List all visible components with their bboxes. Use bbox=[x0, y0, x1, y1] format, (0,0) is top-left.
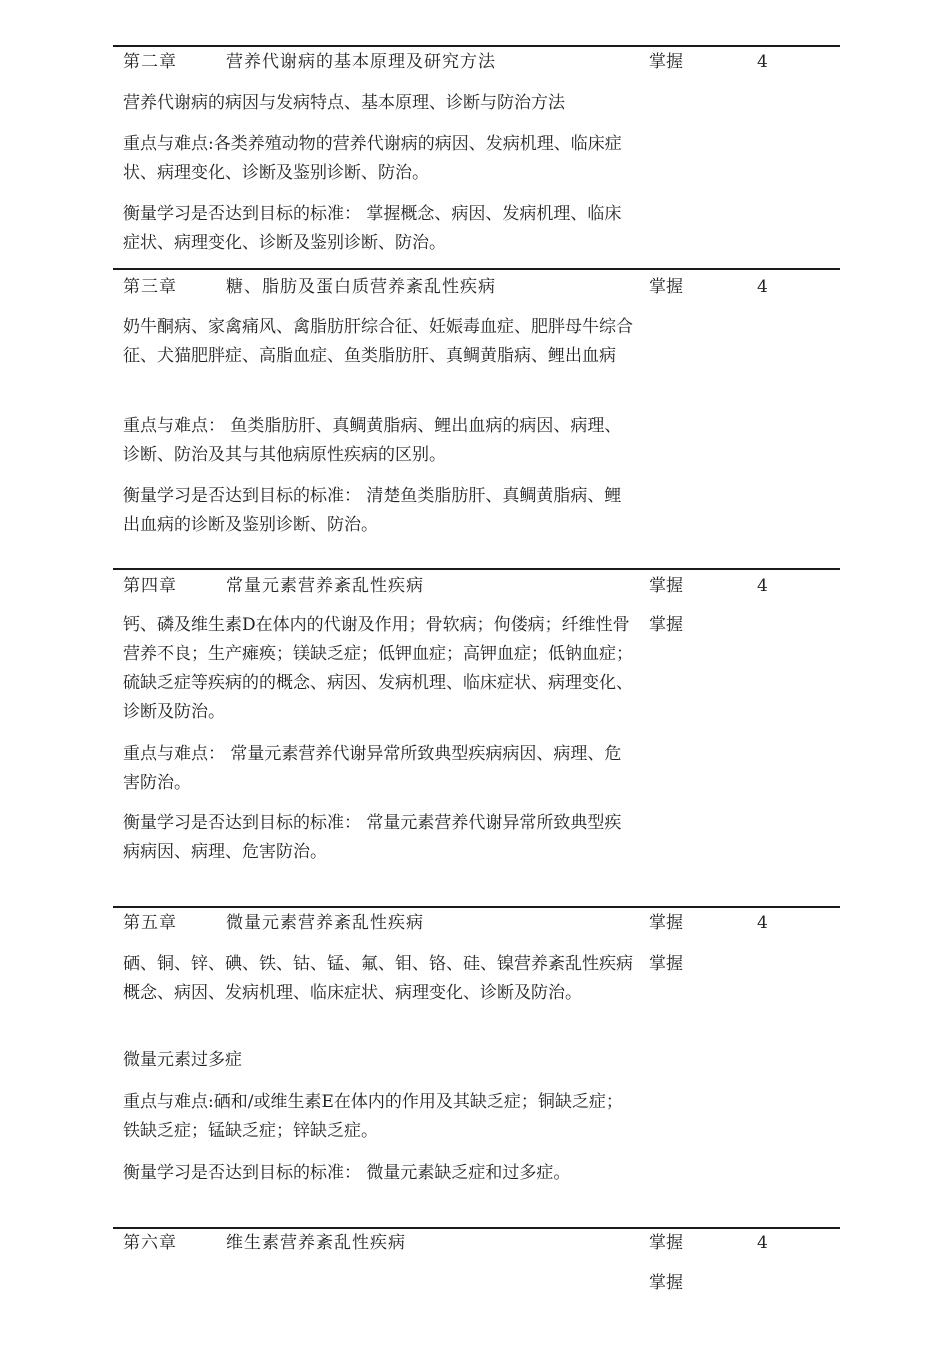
chapter-heading bbox=[123, 1229, 633, 1258]
class-hours: 4 bbox=[757, 913, 768, 933]
chapter-title: 糖、脂肪及蛋白质营养紊乱性疾病 bbox=[226, 277, 496, 297]
content-paragraph: 硒、铜、锌、碘、铁、钴、锰、氟、钼、铬、硅、镍营养紊乱性疾病概念、病因、发病机理、临床症状、病理变化、诊断及防治。 bbox=[123, 954, 633, 1003]
chapter-heading bbox=[123, 572, 633, 601]
assessment-paragraph: 衡量学习是否达到目标的标准： 清楚鱼类脂肪肝、真鲷黄脂病、鲤出血病的诊断及鉴别诊断、防治。 bbox=[123, 486, 622, 535]
section-divider bbox=[113, 906, 840, 908]
chapter-title: 微量元素营养紊乱性疾病 bbox=[226, 913, 424, 933]
requirement-level-secondary: 掌握 bbox=[649, 615, 683, 635]
chapter-number: 第六章 bbox=[123, 1233, 177, 1253]
content-paragraph: 奶牛酮病、家禽痛风、禽脂肪肝综合征、妊娠毒血症、肥胖母牛综合征、犬猫肥胖症、高脂血症、鱼类脂肪肝、真鲷黄脂病、鲤出血病 bbox=[123, 317, 633, 366]
class-hours: 4 bbox=[757, 576, 768, 596]
requirement-level-secondary: 掌握 bbox=[649, 954, 683, 974]
chapter-heading bbox=[123, 48, 633, 77]
section-divider bbox=[113, 568, 840, 570]
class-hours: 4 bbox=[757, 1233, 768, 1253]
chapter-title: 常量元素营养紊乱性疾病 bbox=[226, 576, 424, 596]
chapter-heading bbox=[123, 909, 633, 938]
assessment-paragraph: 衡量学习是否达到目标的标准： 常量元素营养代谢异常所致典型疾病病因、病理、危害防治。 bbox=[123, 813, 622, 862]
chapter-number: 第三章 bbox=[123, 277, 177, 297]
class-hours: 4 bbox=[757, 277, 768, 297]
content-paragraph: 微量元素过多症 bbox=[123, 1050, 242, 1070]
assessment-paragraph: 衡量学习是否达到目标的标准： 微量元素缺乏症和过多症。 bbox=[123, 1163, 571, 1183]
requirement-level: 掌握 bbox=[649, 277, 683, 297]
key-points-paragraph: 重点与难点： 常量元素营养代谢异常所致典型疾病病因、病理、危害防治。 bbox=[123, 744, 622, 793]
content-paragraph: 钙、磷及维生素D在体内的代谢及作用；骨软病；佝偻病；纤维性骨营养不良；生产瘫痪；镁缺乏症；低钾血症；高钾血症；低钠血症；硫缺乏症等疾病的的概念、病因、发病机理、临床症状、病理变化、诊断及防治。 bbox=[123, 615, 633, 722]
requirement-level: 掌握 bbox=[649, 1233, 683, 1253]
assessment-paragraph: 衡量学习是否达到目标的标准： 掌握概念、病因、发病机理、临床症状、病理变化、诊断及鉴别诊断、防治。 bbox=[123, 204, 622, 253]
requirement-level-secondary: 掌握 bbox=[649, 1273, 683, 1293]
content-paragraph: 营养代谢病的病因与发病特点、基本原理、诊断与防治方法 bbox=[123, 93, 565, 113]
section-divider bbox=[113, 45, 840, 47]
chapter-number: 第五章 bbox=[123, 913, 177, 933]
chapter-number: 第二章 bbox=[123, 52, 177, 72]
class-hours: 4 bbox=[757, 52, 768, 72]
requirement-level: 掌握 bbox=[649, 52, 683, 72]
chapter-title: 维生素营养紊乱性疾病 bbox=[226, 1233, 406, 1253]
key-points-paragraph: 重点与难点:硒和/或维生素E在体内的作用及其缺乏症；铜缺乏症；铁缺乏症；锰缺乏症；锌缺乏症。 bbox=[123, 1092, 623, 1141]
requirement-level: 掌握 bbox=[649, 913, 683, 933]
key-points-paragraph: 重点与难点： 鱼类脂肪肝、真鲷黄脂病、鲤出血病的病因、病理、诊断、防治及其与其他病原性疾病的区别。 bbox=[123, 416, 622, 465]
chapter-heading bbox=[123, 273, 633, 302]
section-divider bbox=[113, 268, 840, 270]
chapter-title: 营养代谢病的基本原理及研究方法 bbox=[226, 52, 496, 72]
chapter-number: 第四章 bbox=[123, 576, 177, 596]
requirement-level: 掌握 bbox=[649, 576, 683, 596]
key-points-paragraph: 重点与难点:各类养殖动物的营养代谢病的病因、发病机理、临床症状、病理变化、诊断及鉴别诊断、防治。 bbox=[123, 134, 622, 183]
